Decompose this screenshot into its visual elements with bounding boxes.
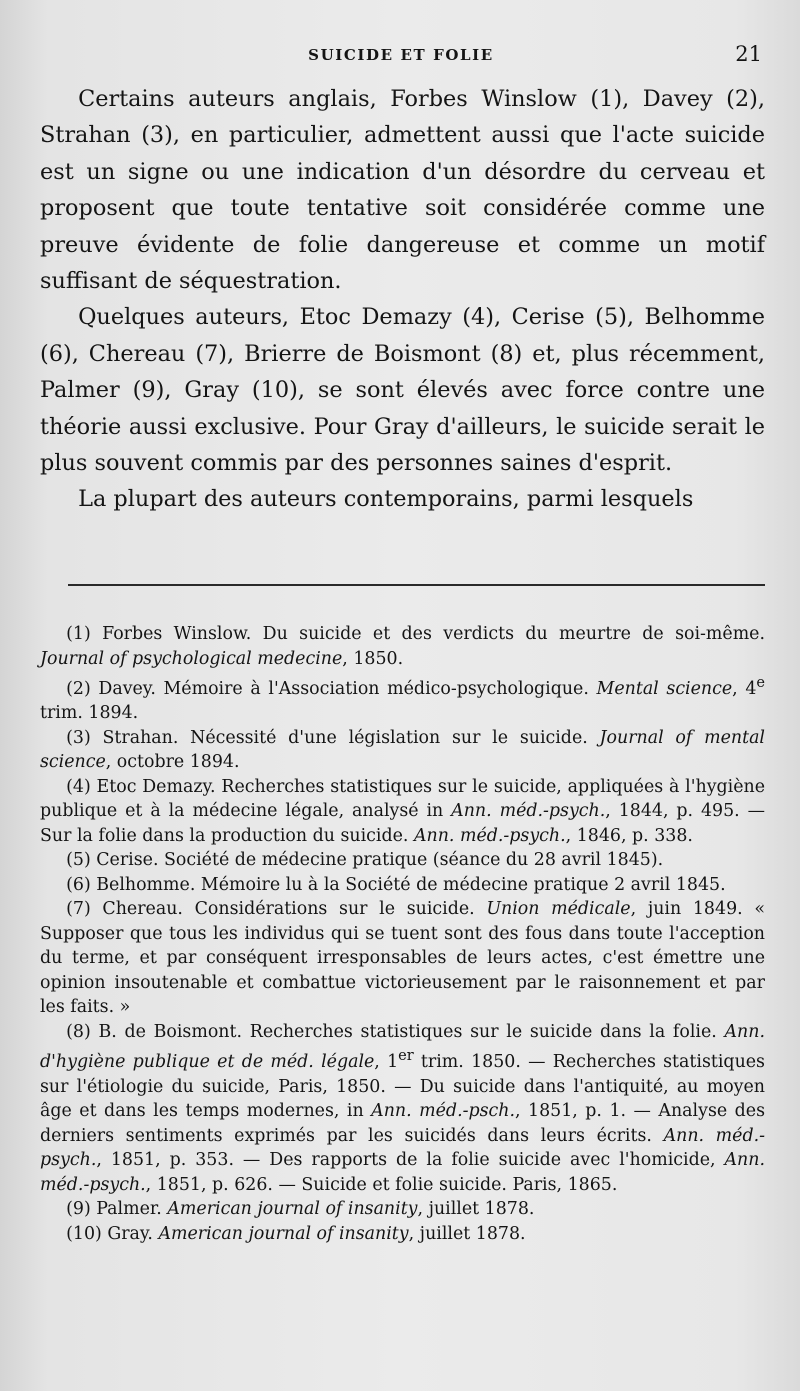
footnote-1: (1) Forbes Winslow. Du suicide et des verdicts du meurtre de soi-même. Journal of psychological medecine, 1850. xyxy=(40,624,765,669)
footnote-6: (6) Belhomme. Mémoire lu à la Société de médecine pratique 2 avril 1845. xyxy=(66,874,726,895)
footnote-10: (10) Gray. American journal of insanity, juillet 1878. xyxy=(66,1223,526,1244)
footnote-2: (2) Davey. Mémoire à l'Association médico-psychologique. Mental science, 4e trim. 1894. xyxy=(40,675,765,724)
running-title: SUICIDE ET FOLIE xyxy=(308,46,494,64)
paragraph-1: Certains auteurs anglais, Forbes Winslow (1), Davey (2), Strahan (3), en particulier, admettent aussi que l'acte suicide est un signe ou une indication d'un désordre du cerveau et proposent que toute tentative soit considérée comme une preuve évidente de folie dangereuse et comme un motif suffisant de séquestration. xyxy=(40,86,765,295)
footnote-5: (5) Cerise. Société de médecine pratique (séance du 28 avril 1845). xyxy=(66,850,664,871)
paragraph-3: La plupart des auteurs contemporains, parmi lesquels xyxy=(78,486,694,513)
footnote-3: (3) Strahan. Nécessité d'une législation sur le suicide. Journal of mental science, octobre 1894. xyxy=(40,727,765,773)
footnote-4: (4) Etoc Demazy. Recherches statistiques sur le suicide, appliquées à l'hygiène publique et à la médecine légale, analysé in Ann. méd.-psych., 1844, p. 495. — Sur la folie dans la production du suicide. Ann. méd.-psych., 1846, p. 338. xyxy=(40,776,766,846)
body-text xyxy=(40,81,765,518)
footnote-8: (8) B. de Boismont. Recherches statistiques sur le suicide dans la folie. Ann. d'hygiène publique et de méd. légale, 1er trim. 1850. — Recherches statistiques sur l'étiologie du suicide, Paris, 1850. — Du suicide dans l'antiquité, au moyen âge et dans les temps modernes, in Ann. méd.-psch., 1851, p. 1. — Analyse des derniers sentiments exprimés par les suicidés dans leurs écrits. Ann. méd.-psych., 1851, p. 353. — Des rapports de la folie suicide avec l'homicide, Ann. méd.-psych., 1851, p. 626. — Suicide et folie suicide. Paris, 1865. xyxy=(40,1021,765,1195)
footnote-separator xyxy=(68,584,765,586)
footnote-9: (9) Palmer. American journal of insanity, juillet 1878. xyxy=(66,1199,535,1220)
footnotes xyxy=(40,622,765,1246)
page-header xyxy=(40,42,762,72)
footnote-7: (7) Chereau. Considérations sur le suicide. Union médicale, juin 1849. « Supposer que tous les individus qui se tuent sont des fous dans toute l'acception du terme, et par conséquent irresponsables de leurs actes, c'est émettre une opinion insoutenable et combattue victorieusement par le raisonnement et par les faits. » xyxy=(40,899,765,1018)
page-number: 21 xyxy=(735,42,762,66)
paragraph-2: Quelques auteurs, Etoc Demazy (4), Cerise (5), Belhomme (6), Chereau (7), Brierre de Boismont (8) et, plus récemment, Palmer (9), Gray (10), se sont élevés avec force contre une théorie aussi exclusive. Pour Gray d'ailleurs, le suicide serait le plus souvent commis par des personnes saines d'esprit. xyxy=(40,304,765,477)
